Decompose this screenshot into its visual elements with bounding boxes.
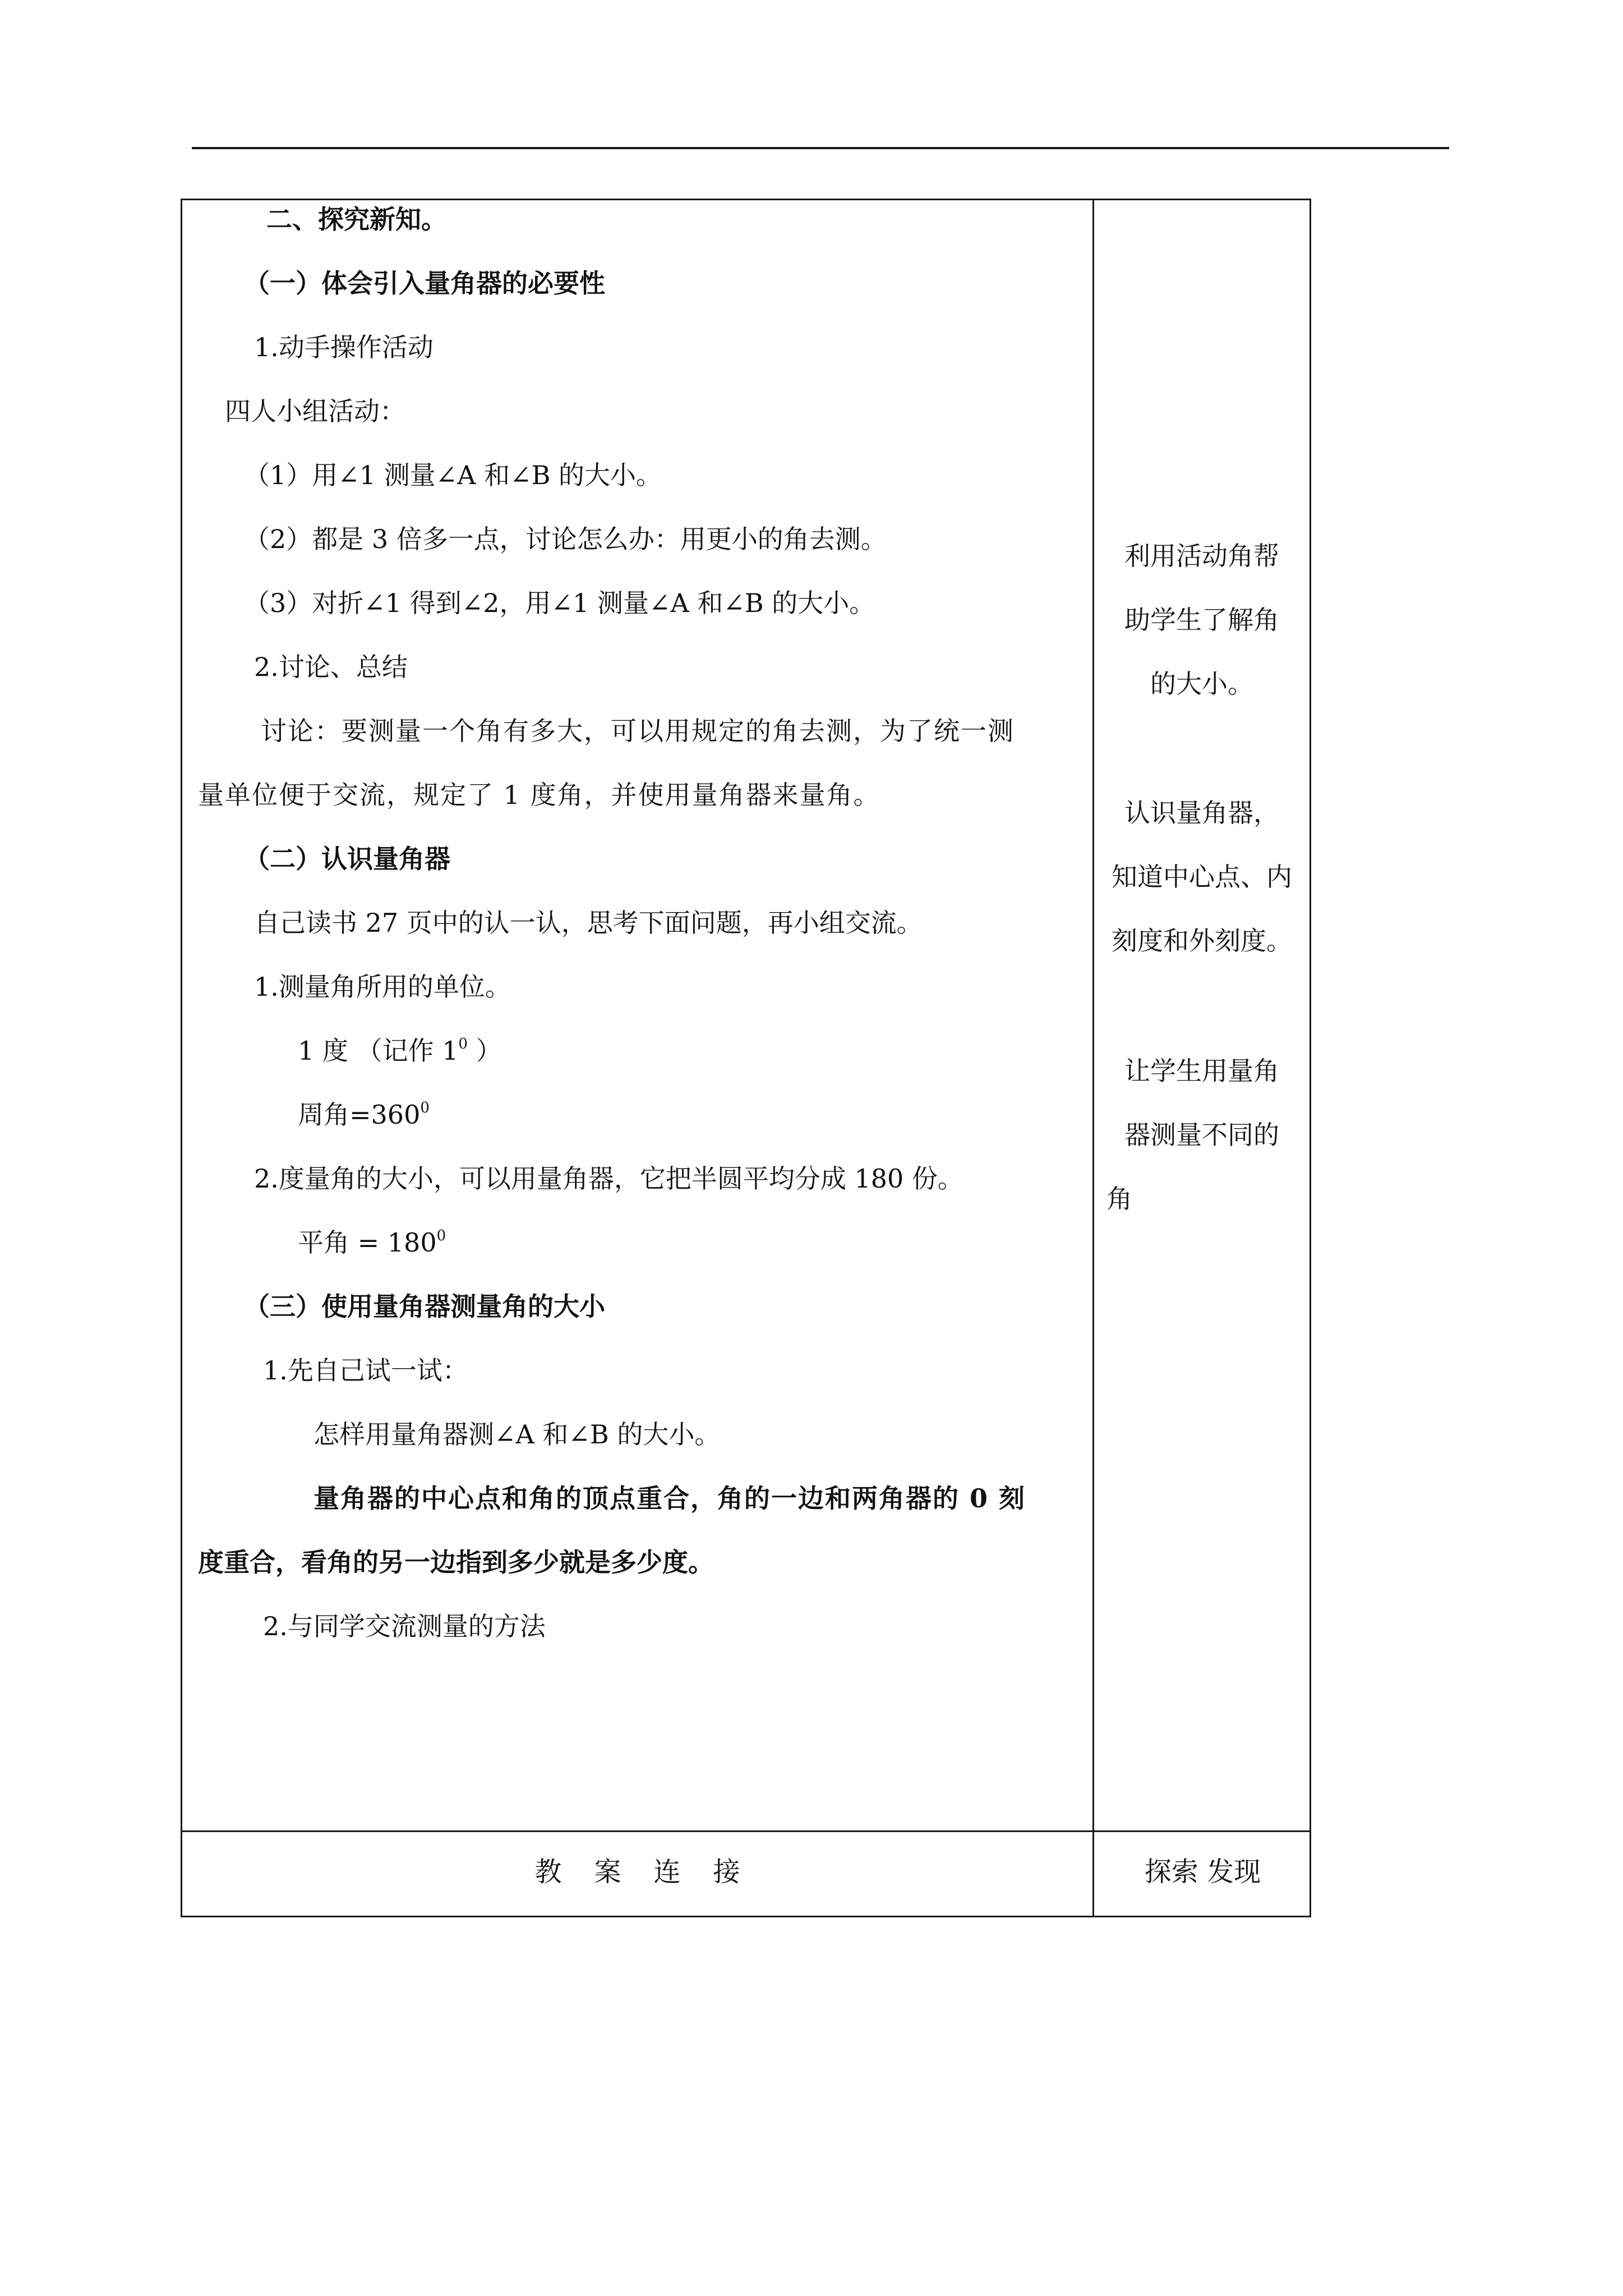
side-note-line: 知道中心点、内 xyxy=(1112,862,1292,892)
side-note-line: 助学生了解角 xyxy=(1124,605,1279,635)
side-note-line: 角 xyxy=(1106,1184,1132,1214)
header-rule xyxy=(192,147,1449,149)
part1-item2: （2）都是 3 倍多一点，讨论怎么办：用更小的角去测。 xyxy=(244,524,887,554)
straight-angle-superscript: 0 xyxy=(436,1227,446,1244)
part3-step1: 1.先自己试一试： xyxy=(263,1355,468,1386)
part1-step2: 2.讨论、总结 xyxy=(254,652,408,682)
measuring-rule-line1: 量角器的中心点和角的顶点重合，角的一边和两角器的 0 刻 xyxy=(313,1483,1026,1513)
degree-close: ） xyxy=(467,1036,502,1066)
side-note-line: 利用活动角帮 xyxy=(1124,541,1279,571)
part1-item1: （1）用∠1 测量∠A 和∠B 的大小。 xyxy=(244,460,662,490)
side-note-line: 认识量角器， xyxy=(1124,798,1279,828)
part3-question: 怎样用量角器测∠A 和∠B 的大小。 xyxy=(313,1419,721,1450)
degree-notation xyxy=(298,1034,502,1068)
side-note-line: 器测量不同的 xyxy=(1124,1120,1279,1150)
full-angle-text: 周角=360 xyxy=(298,1099,421,1130)
column-divider xyxy=(1092,200,1094,1916)
part1-group-activity: 四人小组活动： xyxy=(225,396,405,426)
straight-angle-formula xyxy=(298,1226,446,1259)
part2-title: （二）认识量角器 xyxy=(244,844,450,874)
degree-superscript: 0 xyxy=(458,1036,468,1052)
part1-discussion-line2: 量单位便于交流，规定了 1 度角，并使用量角器来量角。 xyxy=(198,780,880,810)
part1-discussion-line1: 讨论：要测量一个角有多大，可以用规定的角去测，为了统一测 xyxy=(261,716,1015,746)
straight-angle-text: 平角 = 180 xyxy=(298,1227,437,1258)
part1-step1: 1.动手操作活动 xyxy=(254,332,434,362)
footer-explore-discover-label: 探索 发现 xyxy=(1144,1856,1261,1888)
part3-step2: 2.与同学交流测量的方法 xyxy=(263,1611,546,1641)
side-note-line: 让学生用量角 xyxy=(1124,1056,1279,1086)
side-note-line: 刻度和外刻度。 xyxy=(1112,926,1292,956)
part2-intro: 自己读书 27 页中的认一认，思考下面问题，再小组交流。 xyxy=(254,908,923,938)
part3-title: （三）使用量角器测量角的大小 xyxy=(244,1291,605,1322)
lesson-table xyxy=(181,199,1311,1917)
measuring-rule-line2: 度重合，看角的另一边指到多少就是多少度。 xyxy=(198,1547,714,1577)
part1-title: （一）体会引入量角器的必要性 xyxy=(244,268,605,298)
part2-question1: 1.测量角所用的单位。 xyxy=(254,972,511,1002)
part2-question2: 2.度量角的大小，可以用量角器，它把半圆平均分成 180 份。 xyxy=(254,1163,963,1194)
side-note-line: 的大小。 xyxy=(1150,669,1253,699)
part1-item3: （3）对折∠1 得到∠2，用∠1 测量∠A 和∠B 的大小。 xyxy=(244,588,875,618)
footer-lesson-link-label: 教案连接 xyxy=(534,1856,773,1888)
footer-row-divider xyxy=(182,1830,1310,1832)
full-angle-superscript: 0 xyxy=(420,1099,430,1116)
degree-text: 1 度 （记作 1 xyxy=(298,1036,459,1066)
section-heading: 二、探究新知。 xyxy=(266,204,447,234)
full-angle-formula xyxy=(298,1098,430,1131)
